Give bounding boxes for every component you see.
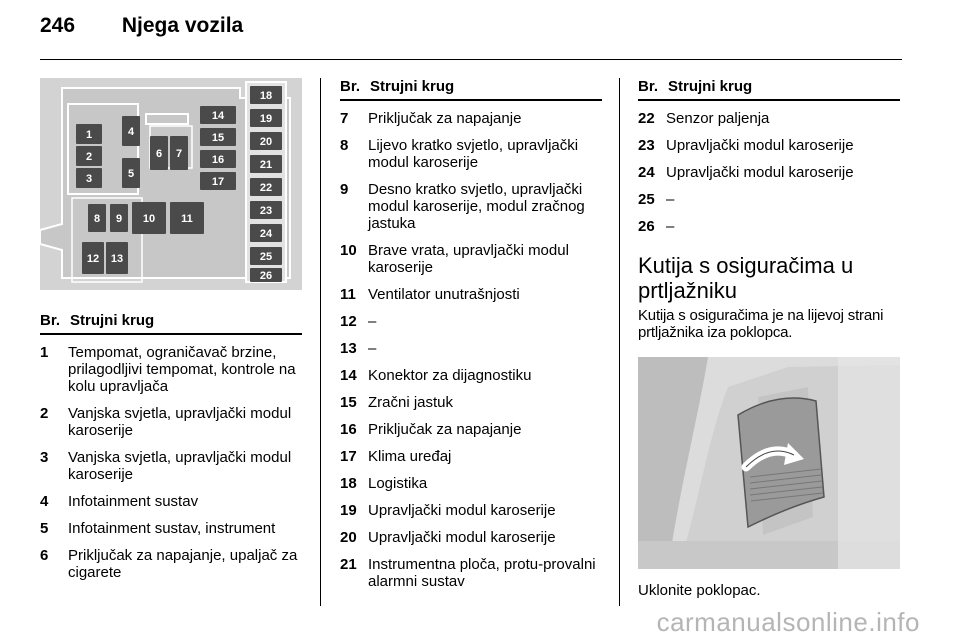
- fuse-circuit: Desno kratko svjetlo, upravljački modul karoserije, modul zračnog jastuka: [368, 181, 585, 232]
- fuse-number: 12: [340, 313, 357, 330]
- fuse-number: 5: [40, 520, 49, 537]
- trunk-fuse-cover-photo: [638, 357, 900, 569]
- fuse-number: 1: [40, 344, 49, 361]
- fuse-label: 14: [211, 110, 225, 122]
- fuse-number: 10: [340, 242, 357, 259]
- fuse-number: 14: [340, 367, 357, 384]
- fuse-row: [40, 547, 302, 581]
- fuse-row: [638, 137, 900, 154]
- fuse-number: 7: [340, 110, 349, 127]
- fuse-number: 17: [340, 448, 357, 465]
- fuse-number: 18: [340, 475, 357, 492]
- fuse-label: 17: [211, 176, 225, 188]
- fuse-label: 12: [86, 253, 100, 265]
- fuse-number: 3: [40, 449, 49, 466]
- fuse-label: 7: [175, 148, 183, 160]
- fuse-label: 3: [85, 173, 93, 185]
- fuse-number: 15: [340, 394, 357, 411]
- fuse-circuit: Lijevo kratko svjetlo, upravljački modul karoserije: [368, 137, 579, 171]
- fuse-list-1: [40, 344, 302, 581]
- fuse-number: 19: [340, 502, 357, 519]
- fuse-label: 15: [211, 132, 225, 144]
- fuse-label: 2: [85, 151, 93, 163]
- fuse-row: [638, 110, 900, 127]
- fuse-circuit: Priključak za napajanje, upaljač za cigarete: [68, 547, 298, 581]
- fuse-row: [340, 502, 602, 519]
- page-header: [40, 14, 243, 38]
- fuse-label: 26: [259, 270, 273, 282]
- fuse-row: [40, 493, 302, 510]
- fuse-label: 20: [259, 136, 273, 148]
- fuse-row: [340, 556, 602, 590]
- header-number: Br.: [638, 78, 659, 95]
- fuse-circuit: Instrumentna ploča, protu-provalni alarmni sustav: [368, 556, 596, 590]
- fuse-number: 21: [340, 556, 357, 573]
- fuse-number: 4: [40, 493, 49, 510]
- table-header: [638, 78, 900, 101]
- fuse-circuit: Vanjska svjetla, upravljački modul karoserije: [68, 449, 292, 483]
- fuse-circuit: Logistika: [368, 475, 428, 492]
- fuse-circuit: Upravljački modul karoserije: [666, 164, 854, 181]
- fuse-number: 6: [40, 547, 49, 564]
- fuse-circuit: Brave vrata, upravljački modul karoserije: [368, 242, 569, 276]
- fuse-label: 22: [259, 182, 273, 194]
- column-3: [638, 78, 900, 599]
- fuse-row: [340, 110, 602, 127]
- fuse-row: [340, 137, 602, 171]
- fuse-circuit: Senzor paljenja: [666, 110, 770, 127]
- photo-caption: Uklonite poklopac.: [638, 582, 761, 599]
- header-rule: [40, 59, 902, 60]
- fuse-number: 13: [340, 340, 357, 357]
- fuse-label: 11: [181, 213, 193, 225]
- header-number: Br.: [40, 312, 61, 329]
- fuse-label: 18: [259, 90, 273, 102]
- fuse-number: 25: [638, 191, 655, 208]
- fuse-number: 20: [340, 529, 357, 546]
- fuse-circuit: –: [666, 191, 675, 208]
- fuse-row: [638, 191, 900, 208]
- header-number: Br.: [340, 78, 361, 95]
- fuse-number: 2: [40, 405, 49, 422]
- fuse-row: [340, 367, 602, 384]
- fuse-row: [40, 520, 302, 537]
- fuse-row: [340, 313, 602, 330]
- fuse-row: [340, 181, 602, 232]
- column-divider-1: [320, 78, 321, 606]
- watermark: carmanualsonline.info: [656, 607, 920, 637]
- fuse-label: 9: [115, 213, 123, 225]
- section-paragraph: Kutija s osiguračima je na lijevoj strani prtljažnika iza poklopca.: [638, 307, 884, 341]
- fuse-label: 6: [155, 148, 163, 160]
- header-circuit: Strujni krug: [70, 312, 155, 329]
- fuse-label: 4: [127, 126, 135, 138]
- fuse-label: 19: [259, 113, 273, 125]
- fuse-row: [40, 405, 302, 439]
- fuse-circuit: Zračni jastuk: [368, 394, 454, 411]
- fuse-list-2: [340, 110, 602, 590]
- fuse-label: 1: [85, 129, 93, 141]
- fuse-number: 9: [340, 181, 349, 198]
- fuse-label: 16: [211, 154, 225, 166]
- fuse-circuit: Upravljački modul karoserije: [666, 137, 854, 154]
- fuse-label: 10: [142, 213, 156, 225]
- fuse-row: [340, 340, 602, 357]
- fuse-number: 16: [340, 421, 357, 438]
- page-number: 246: [40, 14, 76, 37]
- fuse-circuit: Ventilator unutrašnjosti: [368, 286, 520, 303]
- fuse-row: [638, 218, 900, 235]
- fuse-label: 25: [259, 251, 273, 263]
- fuse-row: [340, 286, 602, 303]
- fuse-circuit: Infotainment sustav: [68, 493, 199, 510]
- fuse-row: [638, 164, 900, 181]
- header-circuit: Strujni krug: [370, 78, 455, 95]
- fuse-row: [340, 242, 602, 276]
- column-1: [40, 78, 302, 591]
- fuse-row: [340, 529, 602, 546]
- fuse-label: 5: [127, 168, 135, 180]
- section-title: Kutija s osiguračima u prtljažniku: [638, 253, 854, 303]
- fuse-label: 21: [259, 159, 273, 171]
- fuse-box-diagram: [40, 78, 302, 290]
- header-circuit: Strujni krug: [668, 78, 753, 95]
- fuse-row: [40, 344, 302, 395]
- fuse-label: 23: [259, 205, 273, 217]
- column-2: [340, 78, 602, 600]
- fuse-circuit: Infotainment sustav, instrument: [68, 520, 276, 537]
- fuse-number: 22: [638, 110, 655, 127]
- table-header: [340, 78, 602, 101]
- fuse-number: 24: [638, 164, 655, 181]
- fuse-row: [40, 449, 302, 483]
- fuse-number: 26: [638, 218, 655, 235]
- fuse-circuit: Upravljački modul karoserije: [368, 529, 556, 546]
- fuse-row: [340, 448, 602, 465]
- fuse-circuit: Priključak za napajanje: [368, 110, 522, 127]
- fuse-circuit: Vanjska svjetla, upravljački modul karoserije: [68, 405, 292, 439]
- fuse-row: [340, 475, 602, 492]
- table-header: [40, 312, 302, 335]
- page-title: Njega vozila: [121, 14, 244, 37]
- fuse-circuit: Konektor za dijagnostiku: [368, 367, 532, 384]
- fuse-circuit: Klima uređaj: [368, 448, 452, 465]
- fuse-circuit: –: [666, 218, 675, 235]
- fuse-circuit: Tempomat, ograničavač brzine, prilagodljivi tempomat, kontrole na kolu upravljača: [68, 344, 296, 395]
- fuse-label: 13: [110, 253, 124, 265]
- fuse-label: 24: [259, 228, 273, 240]
- column-divider-2: [619, 78, 620, 606]
- fuse-circuit: –: [368, 340, 377, 357]
- fuse-number: 11: [340, 286, 356, 303]
- fuse-list-3: [638, 110, 900, 235]
- fuse-circuit: –: [368, 313, 377, 330]
- fuse-circuit: Priključak za napajanje: [368, 421, 522, 438]
- fuse-row: [340, 394, 602, 411]
- fuse-row: [340, 421, 602, 438]
- fuse-number: 8: [340, 137, 349, 154]
- fuse-circuit: Upravljački modul karoserije: [368, 502, 556, 519]
- fuse-label: 8: [93, 213, 101, 225]
- fuse-number: 23: [638, 137, 655, 154]
